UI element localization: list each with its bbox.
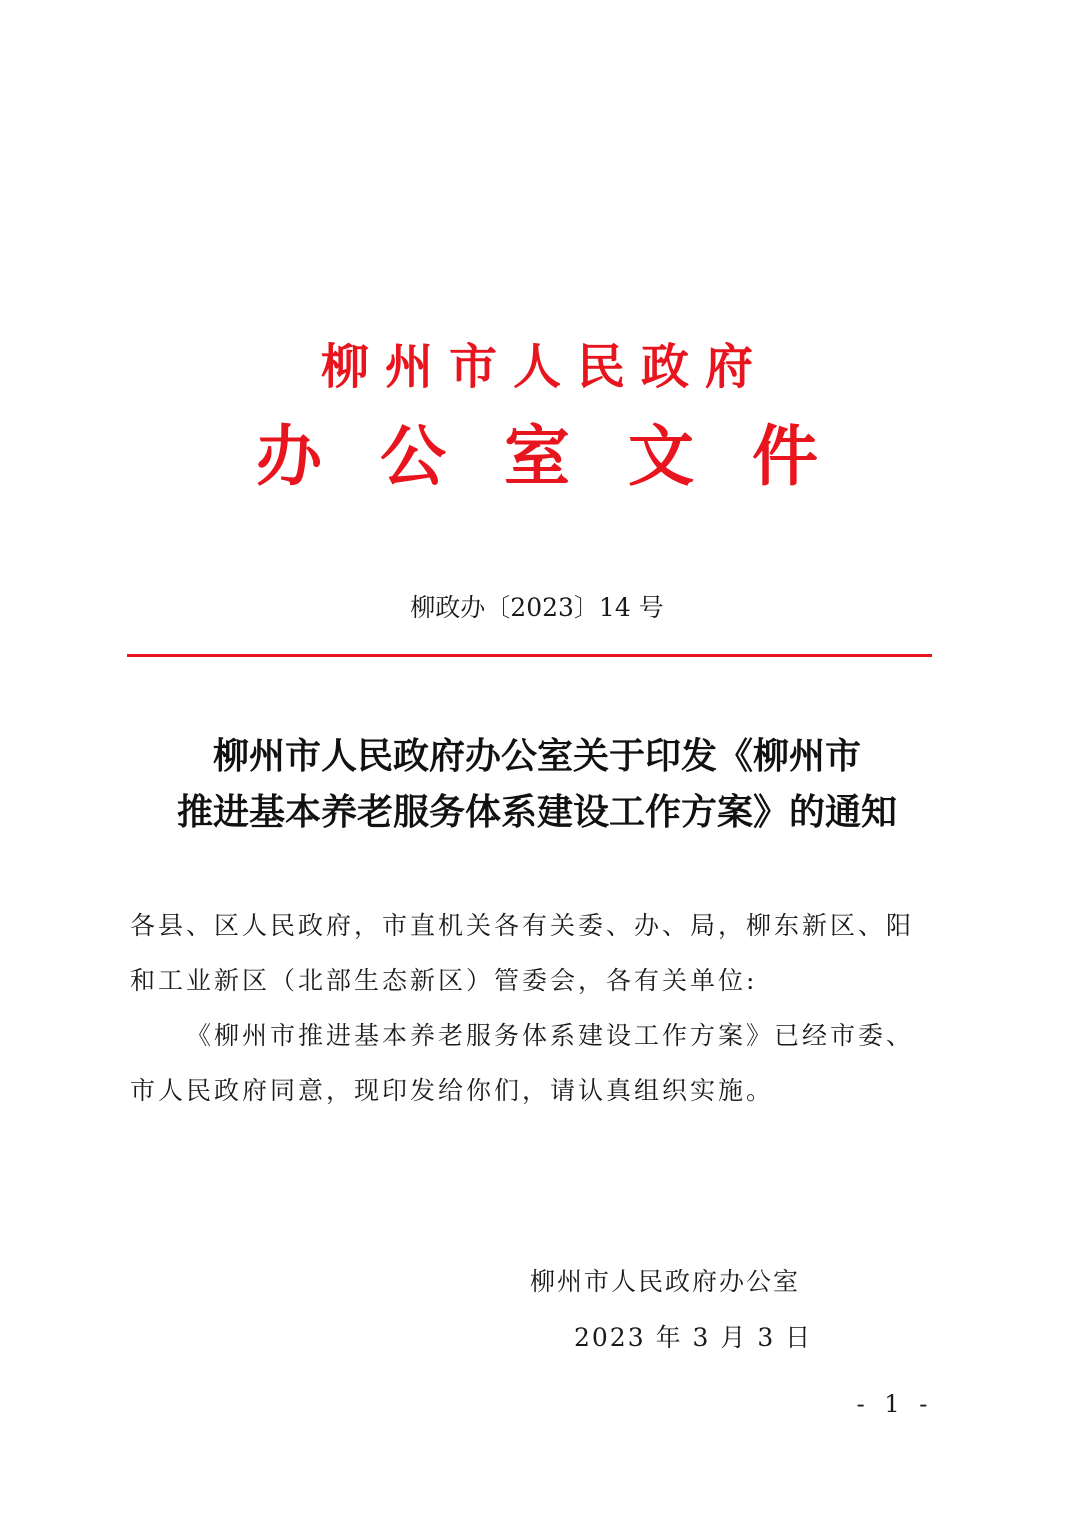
- content-line-2: 市人民政府同意，现印发给你们，请认真组织实施。: [130, 1076, 775, 1105]
- recipients-line-1: 各县、区人民政府，市直机关各有关委、办、局，柳东新区、阳: [130, 911, 915, 940]
- signature-issuer: 柳州市人民政府办公室: [530, 1267, 801, 1296]
- red-separator-line: [127, 654, 932, 657]
- document-body: [130, 898, 950, 1118]
- content-line-1: 《柳州市推进基本养老服务体系建设工作方案》已经市委、: [186, 1021, 915, 1050]
- signature-date: 2023 年 3 月 3 日: [574, 1323, 813, 1352]
- page-number: - 1 -: [856, 1390, 934, 1418]
- recipients-line-2: 和工业新区（北部生态新区）管委会，各有关单位:: [130, 966, 758, 995]
- title-line-2: 推进基本养老服务体系建设工作方案》的通知: [176, 791, 897, 833]
- title-line-1: 柳州市人民政府办公室关于印发《柳州市: [212, 735, 861, 777]
- document-type-heading: 办公室文件: [256, 417, 876, 495]
- signature-block: [530, 1254, 830, 1366]
- document-title: [0, 728, 1074, 840]
- document-number: 柳政办〔2023〕14 号: [410, 593, 664, 622]
- issuing-organization: 柳州市人民政府: [320, 339, 769, 395]
